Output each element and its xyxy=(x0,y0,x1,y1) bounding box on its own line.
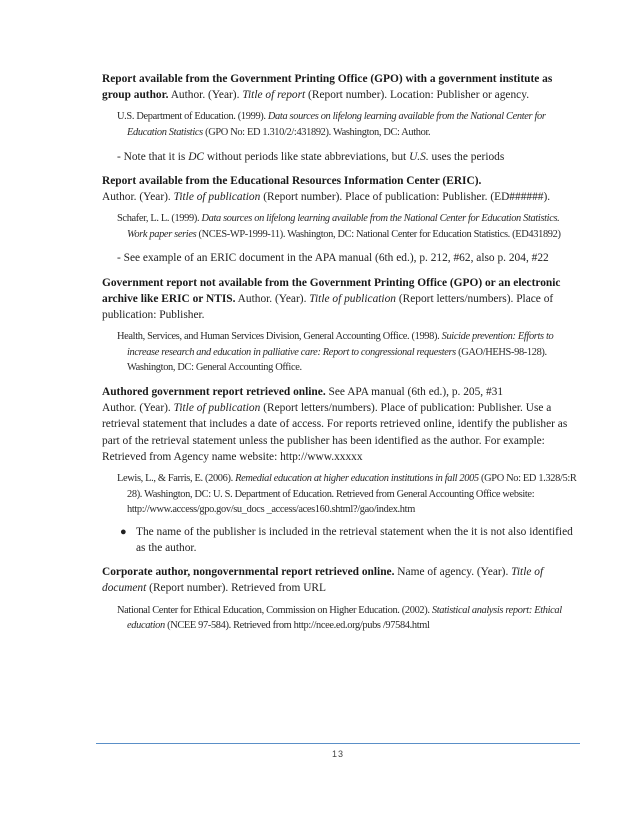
note-text: - See example of an ERIC document in the APA manual (6th ed.), p. 212, #62, also p. 204, #22 xyxy=(117,252,549,265)
example-title: Remedial education at higher education institutions in fall 2005 xyxy=(235,473,479,484)
example-title: Statistical analysis report: Ethical education xyxy=(127,604,562,632)
format-title: Title of publication xyxy=(173,191,261,203)
format-pre: Author. (Year). xyxy=(170,89,240,102)
reference-example xyxy=(117,603,580,634)
section-body xyxy=(102,173,580,205)
example-title: Suicide prevention: Efforts to increase research and education in palliative care: Report to congressional requesters xyxy=(127,331,554,358)
format-post: (Report number). Location: Publisher or agency. xyxy=(308,89,530,102)
example-author: Health, Services, and Human Services Division, General Accounting Office. (1998). xyxy=(117,331,440,343)
example-details: (GAO/HEHS-98-128). Washington, DC: General Accounting Office. xyxy=(127,346,547,374)
section-body xyxy=(102,384,580,465)
example-author: Schafer, L. L. (1999). xyxy=(117,213,200,225)
example-details: (GPO No: ED 1.310/2/:431892). Washington, DC: Author. xyxy=(205,127,431,138)
note-part: uses the periods xyxy=(431,150,505,163)
note-part: U.S. xyxy=(409,150,429,163)
section-heading: Government report not available from the Government Printing Office (GPO) or an electronic archive like ERIC or NTIS. xyxy=(102,276,561,305)
reference-example xyxy=(117,329,580,376)
bullet-item xyxy=(120,524,580,556)
format-title: Title of report xyxy=(242,89,306,102)
bullet-icon: ● xyxy=(120,525,127,538)
format-post: (Report letters/numbers). Place of publication: Publisher. Use a retrieval statement that includes a date of access. For reports retrieved online, identify the publisher as part of the retrieval statement unless the publisher has been identified as the author. For example: Retrieved from Agency name website: http://www.xxxxx xyxy=(102,402,568,463)
example-author: Lewis, L., & Farris, E. (2006). xyxy=(117,473,233,484)
format-title: Title of publication xyxy=(173,402,261,415)
format-pre: Name of agency. (Year). xyxy=(397,566,509,579)
reference-example xyxy=(117,471,580,518)
note-part: - Note that it is xyxy=(117,150,186,163)
note-part: without periods like state abbreviations, but xyxy=(206,150,407,163)
section-authored-online-report xyxy=(102,384,580,556)
format-pre: Author. (Year). xyxy=(102,191,171,203)
section-heading: Authored government report retrieved online. xyxy=(102,385,326,398)
format-post: (Report letters/numbers). Place of publication: Publisher. xyxy=(102,292,554,321)
section-eric-report xyxy=(102,173,580,267)
example-details: (NCES-WP-1999-11). Washington, DC: National Center for Education Statistics. (ED431892) xyxy=(198,228,561,240)
section-gpo-group-author xyxy=(102,71,580,165)
footer-rule xyxy=(96,743,580,744)
example-details: (GPO No: ED 1.328/5:R 28). Washington, DC: U. S. Department of Education. Retrieved from General Accounting Office website: http://www.access/gpo.gov/su_docs _access/aces160.shtml?/gao/index.htm xyxy=(127,473,577,516)
section-body xyxy=(102,564,580,596)
note-text xyxy=(117,149,580,165)
reference-example xyxy=(117,211,580,242)
format-pre: Author. (Year). xyxy=(102,402,171,415)
document-page xyxy=(102,71,580,634)
section-body xyxy=(102,71,580,103)
example-title: Data sources on lifelong learning available from the National Center for Education Statistics xyxy=(127,111,546,138)
example-details: (NCEE 97-584). Retrieved from http://ncee.ed.org/pubs /97584.html xyxy=(167,620,430,632)
reference-example xyxy=(117,109,580,140)
bullet-text: The name of the publisher is included in the retrieval statement when the it is not also identified as the author. xyxy=(136,525,573,554)
section-heading: Report available from the Government Printing Office (GPO) with a government institute as group author. xyxy=(102,73,553,102)
format-post: (Report number). Retrieved from URL xyxy=(149,582,326,595)
section-heading: Corporate author, nongovernmental report retrieved online. xyxy=(102,566,395,579)
section-non-gpo-report xyxy=(102,275,580,376)
format-post: (Report number). Place of publication: Publisher. (ED######). xyxy=(263,191,551,203)
example-title: Data sources on lifelong learning available from the National Center for Education Statistics. Work paper series xyxy=(127,213,560,240)
format-pre: Author. (Year). xyxy=(237,292,307,305)
format-title: Title of publication xyxy=(309,292,396,305)
format-title: Title of document xyxy=(102,566,544,595)
example-author: National Center for Ethical Education, Commission on Higher Education. (2002). xyxy=(117,604,430,616)
section-heading: Report available from the Educational Resources Information Center (ERIC). xyxy=(102,174,482,187)
section-body xyxy=(102,275,580,324)
section-corporate-author-online xyxy=(102,564,580,634)
example-author: U.S. Department of Education. (1999). xyxy=(117,111,266,123)
heading-tail: See APA manual (6th ed.), p. 205, #31 xyxy=(328,385,504,398)
page-number: 13 xyxy=(331,749,344,759)
note-part: DC xyxy=(188,150,205,163)
